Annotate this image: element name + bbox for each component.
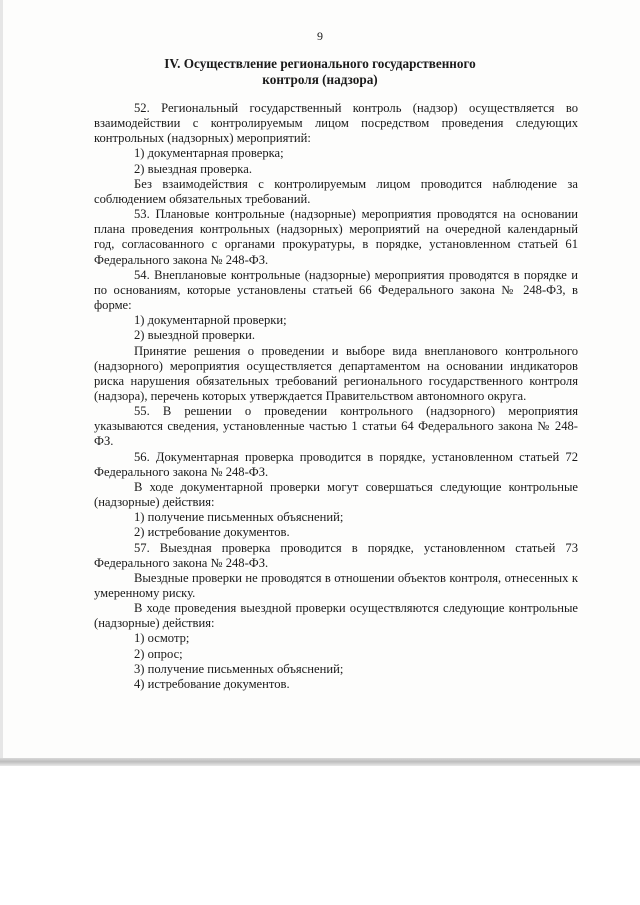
list-item: 2) истребование документов. (134, 525, 290, 540)
paragraph: Принятие решения о проведении и выборе вида внепланового контрольного (надзорного) мероприятия осуществляется департаментом на основании индикаторов риска нарушения обязательных требований регионального государственного контроля (надзора), перечень которых утверждается Правительством автономного округа. (94, 343, 578, 403)
list-item: 2) опрос; (134, 646, 183, 661)
list-item: 2) выездная проверка. (134, 161, 252, 176)
section-heading (100, 56, 540, 88)
document-body (94, 101, 578, 692)
paragraph: 57. Выездная проверка проводится в порядке, установленном статьей 73 Федерального закона № 248-ФЗ. (94, 540, 578, 570)
paragraph: 56. Документарная проверка проводится в порядке, установленном статьей 72 Федерального закона № 248-ФЗ. (94, 449, 578, 479)
scan-edge-shadow (0, 0, 3, 760)
paragraph: 55. В решении о проведении контрольного (надзорного) мероприятия указываются сведения, установленные частью 1 статьи 64 Федерального закона № 248-ФЗ. (94, 404, 578, 449)
paragraph: В ходе документарной проверки могут совершаться следующие контрольные (надзорные) действия: (94, 479, 578, 510)
section-heading-line-2: контроля (надзора) (262, 72, 378, 87)
list-item: 2) выездной проверки. (134, 328, 255, 343)
list-item: 3) получение письменных объяснений; (134, 661, 344, 676)
paragraph: 52. Региональный государственный контроль (надзор) осуществляется во взаимодействии с контролируемым лицом посредством проведения следующих контрольных (надзорных) мероприятий: (94, 101, 578, 146)
page-number: 9 (317, 29, 323, 43)
paragraph: 54. Внеплановые контрольные (надзорные) мероприятия проводятся в порядке и по основаниям, которые установлены статьей 66 Федерального закона № 248-ФЗ, в форме: (94, 267, 578, 313)
list-item: 4) истребование документов. (134, 676, 290, 691)
list-item: 1) осмотр; (134, 631, 190, 646)
paragraph: В ходе проведения выездной проверки осуществляются следующие контрольные (надзорные) действия: (94, 601, 578, 631)
page-bottom-edge (0, 758, 640, 766)
section-heading-line-1: IV. Осуществление регионального государственного (164, 56, 476, 71)
paragraph: Выездные проверки не проводятся в отношении объектов контроля, отнесенных к умеренному риску. (94, 570, 578, 600)
paragraph: Без взаимодействия с контролируемым лицом проводится наблюдение за соблюдением обязательных требований. (94, 176, 578, 206)
list-item: 1) получение письменных объяснений; (134, 510, 344, 525)
paragraph: 53. Плановые контрольные (надзорные) мероприятия проводятся на основании плана проведения контрольных (надзорных) мероприятий на очередной календарный год, согласованного с органами прокуратуры, в порядке, установленном статьей 61 Федерального закона № 248-ФЗ. (94, 207, 578, 267)
list-item: 1) документарная проверка; (134, 146, 284, 161)
list-item: 1) документарной проверки; (134, 313, 287, 328)
